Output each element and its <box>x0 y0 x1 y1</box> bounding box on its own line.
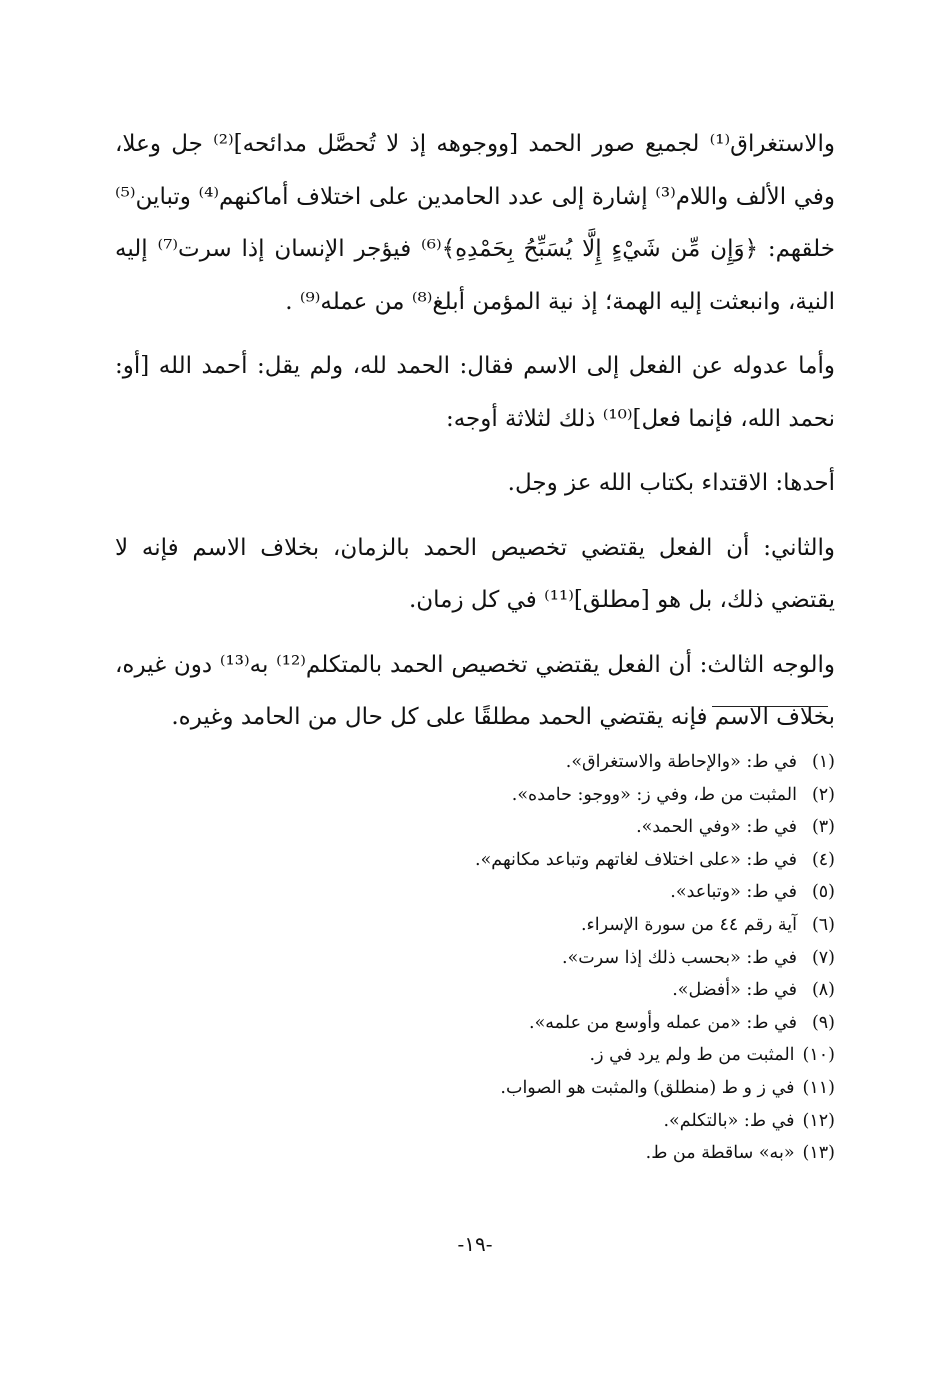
footnote-text: في ط: «أفضل». <box>672 980 797 1001</box>
footnote-text: في ط: «على اختلاف لغاتهم وتباعد مكانهم». <box>475 849 797 870</box>
footnote-number: (٧) <box>811 947 835 968</box>
footnote-text: في ز و ط (منطلق) والمثبت هو الصواب. <box>500 1077 795 1098</box>
footnote <box>100 942 835 975</box>
paragraph-5: والوجه الثالث: أن الفعل يقتضي تخصيص الحمد بالمتكلم⁽¹²⁾ به⁽¹³⁾ دون غيره، بخلاف الاسم فإنه يقتضي الحمد مطلقًا على كل حال من الحامد وغيره. <box>115 651 835 730</box>
footnote-text: في ط: «وتباعد». <box>670 882 797 903</box>
main-text <box>115 118 835 744</box>
footnotes <box>100 746 835 1170</box>
footnote <box>100 1072 835 1105</box>
footnote-number: (٩) <box>811 1012 835 1033</box>
footnote-number: (١١) <box>802 1077 835 1098</box>
paragraph-4: والثاني: أن الفعل يقتضي تخصيص الحمد بالزمان، بخلاف الاسم فإنه لا يقتضي ذلك، بل هو [مطلق]⁽¹¹⁾ في كل زمان. <box>115 534 835 613</box>
footnote <box>100 876 835 909</box>
footnote-number: (١٢) <box>802 1110 835 1131</box>
footnote <box>100 779 835 812</box>
page-number: -١٩- <box>457 1232 493 1256</box>
footnote <box>100 909 835 942</box>
footnote-number: (٦) <box>811 914 835 935</box>
footnote-number: (٤) <box>811 849 835 870</box>
footnote-text: آية رقم ٤٤ من سورة الإسراء. <box>580 914 797 935</box>
footnote-number: (٢) <box>811 784 835 805</box>
footnote-text: في ط: «بالتكلم». <box>663 1110 795 1131</box>
footnote <box>100 811 835 844</box>
footnote <box>100 1007 835 1040</box>
footnote-text: المثبت من ط، وفي ز: «ووجو: حامده». <box>511 784 797 805</box>
paragraph-3: أحدها: الاقتداء بكتاب الله عز وجل. <box>507 470 835 496</box>
footnote-text: في ط: «وفي الحمد». <box>636 817 797 838</box>
footnote <box>100 1137 835 1170</box>
footnote <box>100 1039 835 1072</box>
footnote <box>100 974 835 1007</box>
footnote-text: في ط: «من عمله وأوسع من علمه». <box>529 1012 797 1033</box>
footnote-text: في ط: «بحسب ذلك إذا سرت». <box>562 947 797 968</box>
footnote-text: «به» ساقطة من ط. <box>645 1143 795 1164</box>
footnote <box>100 1105 835 1138</box>
footnote-separator <box>712 706 828 707</box>
footnote-number: (٥) <box>811 882 835 903</box>
footnote <box>100 746 835 779</box>
footnote-text: المثبت من ط ولم يرد في ز. <box>589 1045 795 1066</box>
footnote-number: (١) <box>811 752 835 772</box>
footnote <box>100 844 835 877</box>
paragraph-1: والاستغراق⁽¹⁾ لجميع صور الحمد [ووجوهه إذ لا تُحصَّل مدائحه]⁽²⁾ جل وعلا، وفي الألف واللام⁽³⁾ إشارة إلى عدد الحامدين على اختلاف أماكنهم⁽⁴⁾ وتباين⁽⁵⁾ خلقهم: ﴿وَإِن مِّن شَيْءٍ إِلَّا يُسَبِّحُ بِحَمْدِهِ﴾⁽⁶⁾ فيؤجر الإنسان إذا سرت⁽⁷⁾ إليه النية، وانبعثت إليه الهمة؛ إذ نية المؤمن أبلغ⁽⁸⁾ من عمله⁽⁹⁾ . <box>115 131 835 315</box>
paragraph-2: وأما عدوله عن الفعل إلى الاسم فقال: الحمد لله، ولم يقل: أحمد الله [أو: نحمد الله، فإنما فعل]⁽¹⁰⁾ ذلك لثلاثة أوجه: <box>115 353 835 432</box>
footnote-number: (١٣) <box>802 1143 835 1164</box>
footnote-number: (٣) <box>811 817 835 838</box>
footnote-number: (١٠) <box>802 1045 835 1066</box>
footnote-text: في ط: «والإحاطة والاستغراق». <box>565 752 797 772</box>
footnote-number: (٨) <box>811 980 835 1001</box>
